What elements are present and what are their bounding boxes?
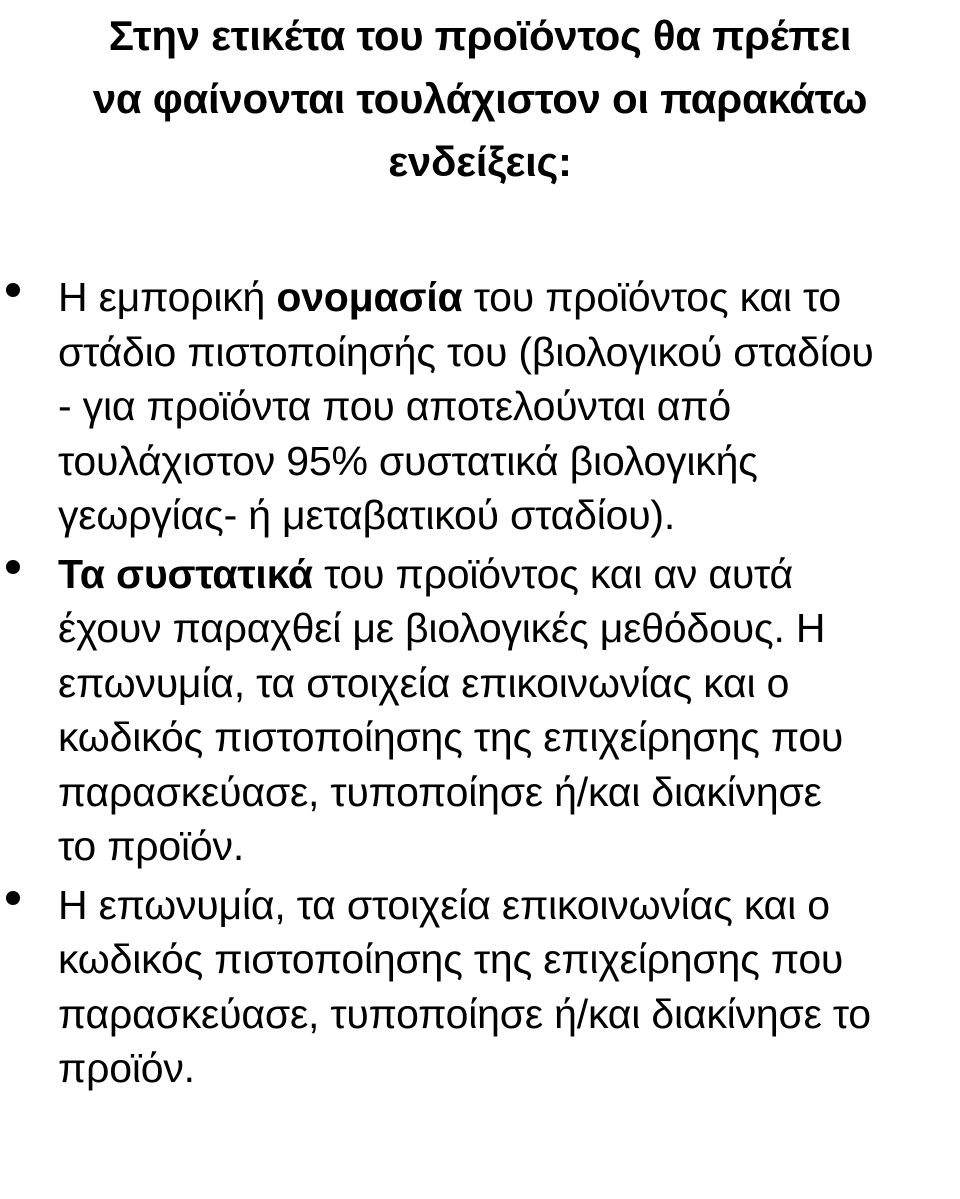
bullet-text-bold: ονομασία [276,274,463,320]
requirements-list [0,270,960,1100]
bullet-icon [6,560,20,574]
bullet-text-bold: Τα συστατικά [58,550,313,597]
list-item [0,547,858,874]
page-title [0,4,960,193]
title-line-3: ενδείξεις: [388,138,572,185]
bullet-text-rest: του προϊόντος και το στάδιο πιστοποίησής του (βιολογικού σταδίου - για προϊόντα που αποτελούνται από τουλάχιστον 95% συστατικά βιολογικής γεωργίας- ή μεταβατικού σταδίου). [58,274,874,538]
bullet-text-prefix: Η επωνυμία, τα στοιχεία επικοινωνίας και ο κωδικός πιστοποίησης της επιχείρησης που παρασκεύασε, τυποποίησε ή/και διακίνησε το προϊόν. [58,881,871,1091]
bullet-icon [6,283,20,297]
bullet-text-prefix: Η εμπορική [58,274,277,320]
bullet-icon [6,891,20,905]
list-item [0,270,898,543]
title-line-1: Στην ετικέτα του προϊόντος θα πρέπει [108,12,852,59]
bullet-text-rest: του προϊόντος και αν αυτά έχουν παραχθεί με βιολογικές μεθόδους. Η επωνυμία, τα στοιχεία επικοινωνίας και ο κωδικός πιστοποίησης της επιχείρησης που παρασκεύασε, τυποποίησε ή/και διακίνησε το προϊόν. [58,550,844,869]
list-item [0,878,928,1096]
title-line-2: να φαίνονται τουλάχιστον οι παρακάτω [92,75,868,122]
